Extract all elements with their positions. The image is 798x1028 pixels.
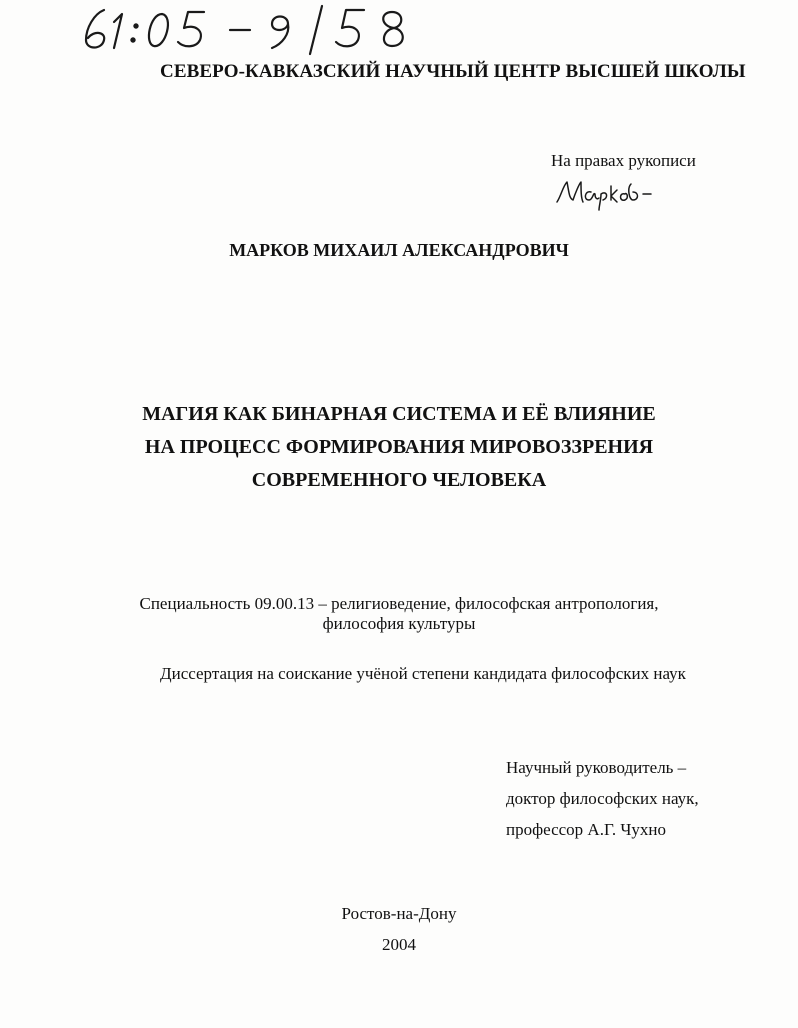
advisor-line: Научный руководитель – bbox=[506, 758, 687, 777]
institution-name: СЕВЕРО-КАВКАЗСКИЙ НАУЧНЫЙ ЦЕНТР ВЫСШЕЙ ШКОЛЫ bbox=[160, 61, 746, 82]
degree-statement: Диссертация на соискание учёной степени кандидата философских наук bbox=[160, 664, 686, 683]
specialty-line: Специальность 09.00.13 – религиоведение, философская антропология, bbox=[139, 594, 659, 613]
specialty-line: философия культуры bbox=[322, 614, 476, 633]
author-signature bbox=[555, 172, 655, 212]
author-name: МАРКОВ МИХАИЛ АЛЕКСАНДРОВИЧ bbox=[229, 240, 569, 260]
manuscript-rights-note: На правах рукописи bbox=[551, 151, 696, 170]
city: Ростов-на-Дону bbox=[341, 904, 457, 923]
title-line: НА ПРОЦЕСС ФОРМИРОВАНИЯ МИРОВОЗЗРЕНИЯ bbox=[144, 436, 654, 458]
dissertation-title bbox=[0, 398, 798, 497]
advisor-line: профессор А.Г. Чухно bbox=[506, 820, 667, 839]
scientific-advisor bbox=[506, 752, 699, 845]
title-line: СОВРЕМЕННОГО ЧЕЛОВЕКА bbox=[251, 469, 547, 491]
year: 2004 bbox=[382, 935, 416, 954]
advisor-line: доктор философских наук, bbox=[506, 789, 699, 808]
title-line: МАГИЯ КАК БИНАРНАЯ СИСТЕМА И ЕЁ ВЛИЯНИЕ bbox=[142, 403, 656, 425]
specialty-info bbox=[0, 594, 798, 634]
handwritten-call-number bbox=[78, 2, 428, 58]
